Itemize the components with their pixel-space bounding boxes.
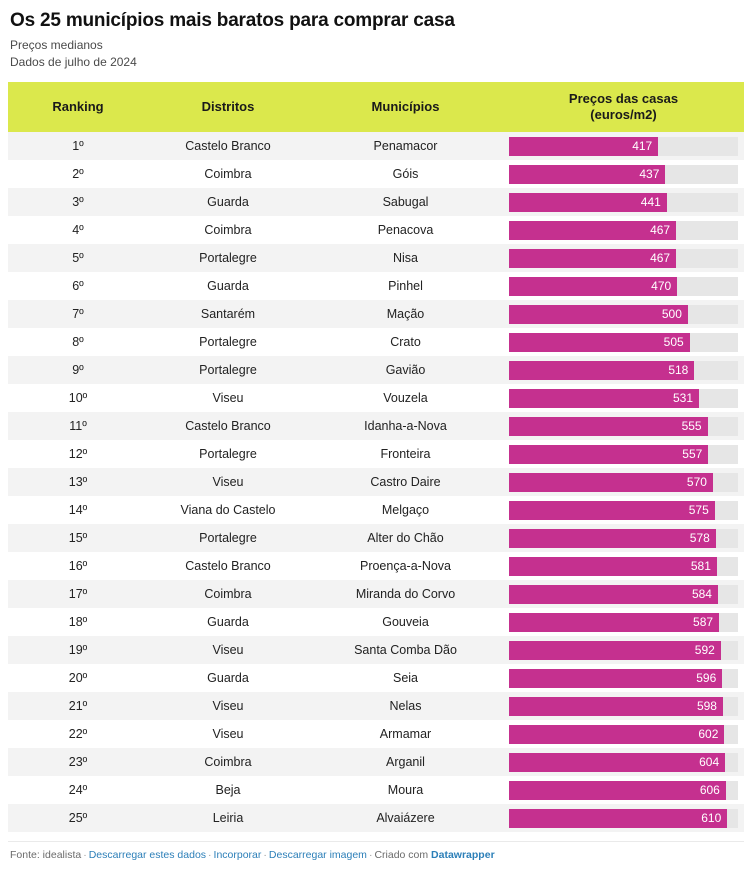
cell-preco-bar (503, 244, 744, 272)
footer-link-datawrapper[interactable]: Datawrapper (431, 849, 495, 861)
cell-distrito: Castelo Branco (148, 132, 308, 160)
cell-ranking: 2º (8, 160, 148, 188)
bar-fill (509, 585, 718, 604)
bar-value-label: 596 (696, 670, 717, 685)
cell-ranking: 20º (8, 664, 148, 692)
cell-municipio: Melgaço (308, 496, 503, 524)
bar-value-label: 500 (661, 306, 682, 321)
bar-track (509, 361, 738, 380)
bar-track (509, 725, 738, 744)
column-header-distritos: Distritos (148, 82, 308, 132)
cell-municipio: Sabugal (308, 188, 503, 216)
bar-value-label: 598 (696, 698, 717, 713)
table-row (8, 440, 744, 468)
cell-ranking: 1º (8, 132, 148, 160)
table-row (8, 524, 744, 552)
cell-preco-bar (503, 440, 744, 468)
bar-track (509, 613, 738, 632)
bar-track (509, 781, 738, 800)
table-row (8, 160, 744, 188)
cell-distrito: Santarém (148, 300, 308, 328)
bar-track (509, 305, 738, 324)
cell-municipio: Idanha-a-Nova (308, 412, 503, 440)
cell-municipio: Penacova (308, 216, 503, 244)
cell-ranking: 16º (8, 552, 148, 580)
bar-fill (509, 753, 725, 772)
cell-municipio: Miranda do Corvo (308, 580, 503, 608)
cell-ranking: 5º (8, 244, 148, 272)
bar-fill (509, 669, 722, 688)
bar-value-label: 441 (640, 194, 661, 209)
bar-value-label: 467 (650, 222, 671, 237)
cell-distrito: Guarda (148, 272, 308, 300)
bar-value-label: 555 (681, 418, 702, 433)
cell-distrito: Coimbra (148, 748, 308, 776)
cell-municipio: Gavião (308, 356, 503, 384)
table-row (8, 496, 744, 524)
footer-created-with: Criado com (374, 849, 429, 861)
cell-municipio: Pinhel (308, 272, 503, 300)
ranking-table (8, 82, 744, 832)
table-row (8, 552, 744, 580)
bar-value-label: 584 (691, 586, 712, 601)
table-row (8, 608, 744, 636)
cell-preco-bar (503, 636, 744, 664)
table-row (8, 720, 744, 748)
bar-value-label: 417 (632, 138, 653, 153)
table-row (8, 356, 744, 384)
bar-fill (509, 501, 715, 520)
cell-municipio: Nelas (308, 692, 503, 720)
table-body (8, 132, 744, 832)
cell-ranking: 23º (8, 748, 148, 776)
cell-preco-bar (503, 188, 744, 216)
column-header-ranking: Ranking (8, 82, 148, 132)
cell-municipio: Mação (308, 300, 503, 328)
bar-track (509, 277, 738, 296)
cell-ranking: 4º (8, 216, 148, 244)
table-row (8, 776, 744, 804)
cell-distrito: Portalegre (148, 328, 308, 356)
footer-link-embed[interactable]: Incorporar (213, 849, 262, 861)
bar-track (509, 641, 738, 660)
bar-track (509, 137, 738, 156)
cell-distrito: Viseu (148, 692, 308, 720)
bar-value-label: 557 (682, 446, 703, 461)
cell-distrito: Viana do Castelo (148, 496, 308, 524)
bar-track (509, 473, 738, 492)
cell-municipio: Fronteira (308, 440, 503, 468)
bar-value-label: 437 (639, 166, 660, 181)
table-row (8, 664, 744, 692)
cell-municipio: Arganil (308, 748, 503, 776)
cell-distrito: Portalegre (148, 356, 308, 384)
cell-ranking: 24º (8, 776, 148, 804)
cell-distrito: Portalegre (148, 440, 308, 468)
bar-value-label: 505 (663, 334, 684, 349)
cell-municipio: Góis (308, 160, 503, 188)
cell-distrito: Castelo Branco (148, 412, 308, 440)
cell-distrito: Viseu (148, 468, 308, 496)
table-row (8, 748, 744, 776)
cell-municipio: Seia (308, 664, 503, 692)
bar-track (509, 193, 738, 212)
bar-track (509, 249, 738, 268)
bar-fill (509, 445, 708, 464)
bar-value-label: 575 (688, 502, 709, 517)
bar-value-label: 610 (701, 810, 722, 825)
bar-fill (509, 529, 716, 548)
bar-value-label: 470 (651, 278, 672, 293)
cell-ranking: 19º (8, 636, 148, 664)
bar-track (509, 697, 738, 716)
cell-municipio: Vouzela (308, 384, 503, 412)
cell-ranking: 12º (8, 440, 148, 468)
chart-footer (8, 841, 744, 867)
bar-fill (509, 641, 721, 660)
footer-link-download-data[interactable]: Descarregar estes dados (88, 849, 207, 861)
bar-track (509, 445, 738, 464)
table-row (8, 300, 744, 328)
cell-municipio: Moura (308, 776, 503, 804)
cell-preco-bar (503, 216, 744, 244)
cell-preco-bar (503, 496, 744, 524)
bar-value-label: 467 (650, 250, 671, 265)
bar-track (509, 221, 738, 240)
chart-subtitle-line-2: Dados de julho de 2024 (10, 55, 137, 69)
table-row (8, 244, 744, 272)
cell-preco-bar (503, 748, 744, 776)
cell-preco-bar (503, 524, 744, 552)
table-row (8, 804, 744, 832)
bar-fill (509, 613, 719, 632)
cell-ranking: 11º (8, 412, 148, 440)
column-header-precos-line-2: (euros/m2) (590, 107, 657, 122)
cell-municipio: Castro Daire (308, 468, 503, 496)
bar-track (509, 389, 738, 408)
cell-distrito: Coimbra (148, 160, 308, 188)
footer-source: Fonte: idealista (10, 849, 82, 861)
cell-ranking: 6º (8, 272, 148, 300)
bar-fill (509, 725, 724, 744)
bar-value-label: 587 (693, 614, 714, 629)
bar-track (509, 753, 738, 772)
cell-distrito: Castelo Branco (148, 552, 308, 580)
cell-ranking: 8º (8, 328, 148, 356)
cell-preco-bar (503, 664, 744, 692)
cell-preco-bar (503, 412, 744, 440)
bar-track (509, 557, 738, 576)
cell-ranking: 10º (8, 384, 148, 412)
table-row (8, 412, 744, 440)
table-row (8, 272, 744, 300)
cell-preco-bar (503, 580, 744, 608)
bar-track (509, 669, 738, 688)
footer-link-download-image[interactable]: Descarregar imagem (268, 849, 367, 861)
table-row (8, 384, 744, 412)
table-row (8, 580, 744, 608)
bar-fill (509, 781, 726, 800)
page-title: Os 25 municípios mais baratos para comprar casa (10, 10, 455, 31)
cell-distrito: Guarda (148, 608, 308, 636)
table-row (8, 692, 744, 720)
cell-preco-bar (503, 384, 744, 412)
column-header-municipios: Municípios (308, 82, 503, 132)
cell-ranking: 18º (8, 608, 148, 636)
cell-distrito: Portalegre (148, 244, 308, 272)
bar-value-label: 606 (699, 782, 720, 797)
cell-distrito: Viseu (148, 384, 308, 412)
table-header (8, 82, 744, 132)
cell-ranking: 25º (8, 804, 148, 832)
cell-distrito: Viseu (148, 636, 308, 664)
bar-track (509, 417, 738, 436)
cell-ranking: 22º (8, 720, 148, 748)
bar-value-label: 570 (686, 474, 707, 489)
cell-ranking: 17º (8, 580, 148, 608)
bar-value-label: 592 (694, 642, 715, 657)
bar-track (509, 809, 738, 828)
cell-ranking: 15º (8, 524, 148, 552)
cell-distrito: Guarda (148, 188, 308, 216)
cell-municipio: Alvaiázere (308, 804, 503, 832)
footer-separator: · (208, 849, 212, 861)
bar-fill (509, 697, 723, 716)
table-row (8, 132, 744, 160)
cell-preco-bar (503, 356, 744, 384)
cell-distrito: Coimbra (148, 580, 308, 608)
bar-fill (509, 417, 708, 436)
bar-value-label: 604 (699, 754, 720, 769)
table-row (8, 188, 744, 216)
bar-fill (509, 333, 690, 352)
bar-value-label: 518 (668, 362, 689, 377)
cell-preco-bar (503, 132, 744, 160)
footer-separator: · (83, 849, 87, 861)
chart-subtitle-line-1: Preços medianos (10, 38, 103, 52)
table-row (8, 216, 744, 244)
cell-ranking: 21º (8, 692, 148, 720)
bar-fill (509, 809, 727, 828)
cell-ranking: 9º (8, 356, 148, 384)
cell-preco-bar (503, 468, 744, 496)
cell-municipio: Alter do Chão (308, 524, 503, 552)
cell-ranking: 3º (8, 188, 148, 216)
bar-fill (509, 389, 699, 408)
footer-separator: · (263, 849, 267, 861)
cell-distrito: Guarda (148, 664, 308, 692)
cell-preco-bar (503, 692, 744, 720)
cell-ranking: 13º (8, 468, 148, 496)
cell-municipio: Armamar (308, 720, 503, 748)
cell-distrito: Portalegre (148, 524, 308, 552)
bar-track (509, 165, 738, 184)
cell-municipio: Gouveia (308, 608, 503, 636)
cell-distrito: Leiria (148, 804, 308, 832)
cell-municipio: Nisa (308, 244, 503, 272)
cell-preco-bar (503, 160, 744, 188)
cell-preco-bar (503, 720, 744, 748)
cell-preco-bar (503, 804, 744, 832)
table-header-row (8, 82, 744, 132)
bar-track (509, 529, 738, 548)
cell-municipio: Penamacor (308, 132, 503, 160)
footer-separator: · (368, 849, 373, 861)
cell-municipio: Proença-a-Nova (308, 552, 503, 580)
cell-distrito: Coimbra (148, 216, 308, 244)
cell-distrito: Beja (148, 776, 308, 804)
cell-preco-bar (503, 328, 744, 356)
cell-municipio: Santa Comba Dão (308, 636, 503, 664)
bar-track (509, 501, 738, 520)
bar-fill (509, 361, 694, 380)
cell-ranking: 7º (8, 300, 148, 328)
cell-ranking: 14º (8, 496, 148, 524)
cell-preco-bar (503, 776, 744, 804)
table-row (8, 636, 744, 664)
bar-value-label: 602 (698, 726, 719, 741)
cell-municipio: Crato (308, 328, 503, 356)
column-header-precos (503, 82, 744, 132)
table-row (8, 468, 744, 496)
bar-track (509, 585, 738, 604)
bar-value-label: 581 (690, 558, 711, 573)
cell-preco-bar (503, 272, 744, 300)
bar-value-label: 531 (672, 390, 693, 405)
bar-fill (509, 473, 713, 492)
cell-preco-bar (503, 608, 744, 636)
bar-fill (509, 557, 717, 576)
cell-preco-bar (503, 552, 744, 580)
table-row (8, 328, 744, 356)
bar-value-label: 578 (689, 530, 710, 545)
bar-track (509, 333, 738, 352)
column-header-precos-line-1: Preços das casas (568, 91, 679, 106)
cell-distrito: Viseu (148, 720, 308, 748)
cell-preco-bar (503, 300, 744, 328)
